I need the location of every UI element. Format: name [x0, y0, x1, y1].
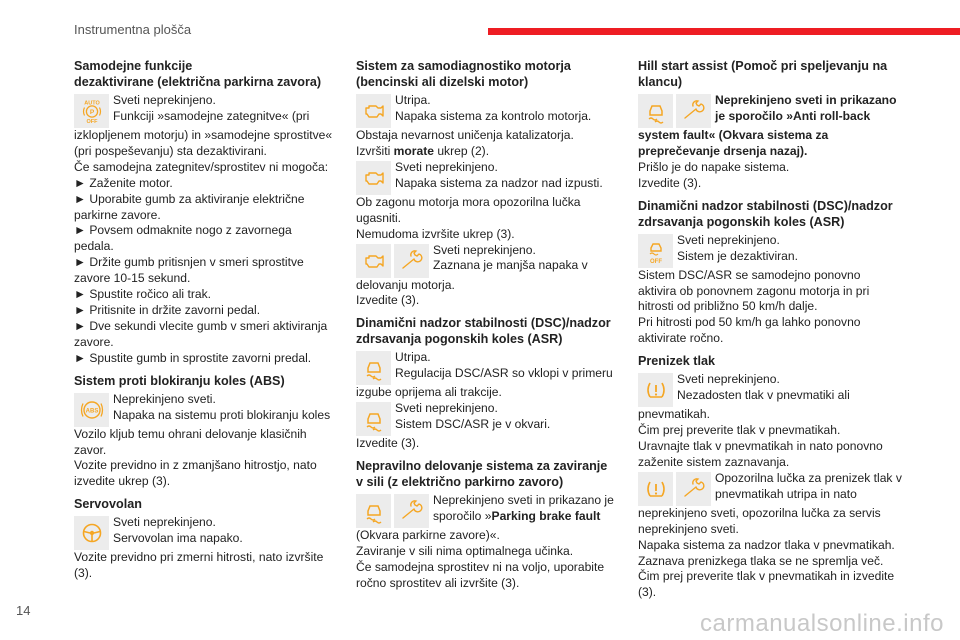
warning-row-dsc-off [638, 233, 906, 268]
text-line: Obstaja nevarnost uničenja katalizatorja. [356, 128, 574, 142]
engine-icon [356, 244, 391, 278]
section-title-engine-diagnostics [356, 58, 628, 90]
svg-text:OFF: OFF [649, 258, 662, 264]
warning-row-low-pressure [638, 372, 906, 407]
warning-row-dsc-steady [356, 401, 628, 436]
text-line: Vozite previdno in z zmanjšano hitrostjo, nato [74, 458, 317, 473]
text-line: ► Spustite gumb in sprostite zavorni predal. [74, 350, 312, 365]
column-2 [356, 58, 628, 592]
section-title-emergency-braking [356, 458, 628, 490]
section-title-line: zdrsavanja pogonskih koles (ASR) [638, 214, 845, 229]
svg-text:OFF: OFF [86, 119, 97, 124]
text-line: Nemudoma izvršite ukrep (3). [356, 226, 515, 241]
text-line: Izvedite (3). [356, 293, 420, 308]
text-line: Prišlo je do napake sistema. [638, 159, 790, 174]
text-line: Napaka sistema za kontrolo motorja. [395, 108, 592, 123]
text-line: Zaznana je manjša napaka v [433, 258, 588, 273]
wrench-icon [394, 494, 429, 528]
text-line: Regulacija DSC/ASR so vklopi v primeru [395, 366, 613, 381]
text-line: Sistem je dezaktiviran. [677, 248, 798, 263]
text-line: ugasniti. [356, 210, 402, 225]
text-line: Utripa. [395, 93, 431, 107]
text-line: Funkciji »samodejne zategnitve« (pri [113, 108, 310, 123]
text-line-bold: Neprekinjeno sveti in prikazano [715, 93, 897, 107]
text-line: zaženite sistem zaznavanja. [638, 454, 790, 469]
text-line: Sistem DSC/ASR je v okvari. [395, 417, 551, 432]
warning-row-dsc-flashing [356, 350, 628, 385]
page-number: 14 [16, 603, 31, 618]
text-line: Izvedite (3). [638, 175, 702, 190]
text-fragment: sporočilo » [433, 509, 492, 524]
text-line: (pri pospeševanju) sta dezaktivirani. [74, 143, 267, 158]
text-line: Sistem DSC/ASR se samodejno ponovno [638, 267, 861, 282]
text-line: pedala. [74, 239, 114, 254]
text-line: Napaka na sistemu proti blokiranju koles [113, 407, 331, 422]
text-line: Zaviranje v sili nima optimalnega učinka. [356, 544, 574, 559]
tyre-pressure-icon [638, 373, 673, 407]
text-line: ► Uporabite gumb za aktiviranje električne [74, 191, 305, 206]
section-title-line: Dinamični nadzor stabilnosti (DSC)/nadzor [356, 316, 611, 331]
text-line: aktivirate ročno. [638, 331, 724, 346]
text-line: Sveti neprekinjeno. [433, 242, 536, 257]
text-line: ► Povsem odmaknite nogo z zavornega [74, 223, 292, 238]
text-line: Vozite previdno pri zmerni hitrosti, nato izvršite [74, 550, 324, 565]
text-line: (3). [638, 585, 657, 600]
text-line-bold: je sporočilo »Anti roll-back [715, 108, 871, 123]
section-title-line: klancu) [638, 75, 683, 89]
section-title-dsc-asr-off [638, 198, 906, 230]
skidding-car-icon [356, 351, 391, 385]
text-line: ► Držite gumb pritisnjen v smeri sprostitve [74, 255, 304, 270]
text-line: aktivira ob ponovnem zagonu motorja in pri [638, 283, 870, 298]
text-line: Sveti neprekinjeno. [395, 159, 498, 174]
text-line: ► Pritisnite in držite zavorni pedal. [74, 302, 261, 317]
section-title-power-steering: Servovolan [74, 497, 142, 512]
text-line: Če samodejna sprostitev ni na voljo, uporabite [356, 559, 605, 574]
text-line: delovanju motorja. [356, 277, 455, 292]
warning-row-parking-brake-fault [356, 493, 628, 528]
text-line: zavor. [74, 442, 107, 457]
section-title-line: (bencinski ali dizelski motor) [356, 75, 529, 89]
text-line: Sveti neprekinjeno. [113, 515, 216, 530]
abs-icon [74, 393, 109, 427]
wrench-icon [676, 94, 711, 128]
text-line: Nezadosten tlak v pnevmatiki ali [677, 388, 850, 403]
wrench-icon [394, 244, 429, 278]
svg-text:ABS: ABS [85, 407, 98, 414]
text-line: izvedite ukrep (3). [74, 474, 171, 489]
skidding-car-icon [356, 494, 391, 528]
text-line: (3). [74, 566, 93, 581]
wrench-icon [676, 472, 711, 506]
text-line: ► Dve sekundi vlecite gumb v smeri aktiviranja [74, 318, 328, 333]
text-fragment: ukrep (2). [433, 143, 490, 158]
engine-icon [356, 94, 391, 128]
text-line: Servovolan ima napako. [113, 531, 243, 546]
section-title-line: v sili (z električno parkirno zavoro) [356, 475, 564, 490]
column-1 [74, 58, 344, 582]
section-title-line: Sistem za samodiagnostiko motorja [356, 59, 571, 73]
section-title-line: Hill start assist (Pomoč pri speljevanju na [638, 59, 888, 73]
svg-text:P: P [89, 109, 94, 116]
section-title-line: Dinamični nadzor stabilnosti (DSC)/nadzor [638, 198, 893, 213]
text-line: neprekinjeno sveti, opozorilna lučka za servis [638, 505, 881, 520]
text-line: ► Zaženite motor. [74, 175, 173, 190]
text-line: Neprekinjeno sveti. [113, 391, 216, 406]
text-line: zavore. [74, 334, 114, 349]
section-title-auto-off [74, 58, 344, 90]
text-line: Sveti neprekinjeno. [677, 232, 780, 247]
text-line: Utripa. [395, 350, 431, 365]
warning-row-engine-steady [356, 160, 628, 195]
page-header-title: Instrumentna plošča [74, 22, 192, 37]
text-line: Opozorilna lučka za prenizek tlak v [715, 470, 902, 485]
text-line: ročno sprostitev ali izvršite (3). [356, 575, 520, 590]
text-line: Čim prej preverite tlak v pnevmatikah in izvedite [638, 569, 895, 584]
steering-wheel-icon [74, 516, 109, 550]
warning-row-abs [74, 392, 344, 427]
skidding-car-icon [356, 402, 391, 436]
warning-row-auto-off [74, 93, 344, 128]
text-line: Če samodejna zategnitev/sprostitev ni mogoča: [74, 159, 329, 174]
text-line: Ob zagonu motorja mora opozorilna lučka [356, 194, 581, 209]
text-line: Uravnajte tlak v pnevmatikah in nato ponovno [638, 438, 883, 453]
warning-row-hill-start [638, 93, 906, 128]
text-line-bold: system fault« (Okvara sistema za [638, 128, 829, 142]
text-line: pnevmatikah utripa in nato [715, 486, 857, 501]
section-title-line: Samodejne funkcije [74, 59, 193, 73]
text-line: Neprekinjeno sveti in prikazano je [433, 493, 614, 508]
warning-row-engine-flashing [356, 93, 628, 128]
text-line: ► Spustite ročico ali trak. [74, 287, 211, 302]
section-title-hill-start [638, 58, 906, 90]
section-title-line: dezaktivirane (električna parkirna zavora) [74, 75, 322, 89]
header-accent-bar [488, 28, 960, 35]
text-line: Sveti neprekinjeno. [113, 93, 216, 107]
text-fragment-bold: morate [393, 143, 434, 158]
text-line: Napaka sistema za nadzor tlaka v pnevmatikah. [638, 537, 895, 552]
engine-icon [356, 161, 391, 195]
text-line: Izvedite (3). [356, 436, 420, 451]
skidding-car-off-icon [638, 234, 673, 268]
text-line: Pri hitrosti pod 50 km/h ga lahko ponovno [638, 315, 861, 330]
text-line: parkirne zavore. [74, 207, 161, 222]
warning-row-power-steering [74, 515, 344, 550]
text-line: izklopljenem motorju) in »samodejne sprostitve« [74, 128, 333, 142]
text-line: (Okvara parkirne zavore)«. [356, 528, 500, 543]
text-fragment-bold: Parking brake fault [491, 509, 601, 524]
text-line: Vozilo kljub temu ohrani delovanje klasičnih [74, 426, 307, 441]
text-fragment: Izvršiti [356, 143, 394, 158]
watermark: carmanualsonline.info [700, 610, 944, 637]
text-line: Čim prej preverite tlak v pnevmatikah. [638, 423, 841, 438]
text-line: pnevmatikah. [638, 407, 710, 422]
section-title-line: Nepravilno delovanje sistema za zaviranje [356, 459, 608, 474]
text-line: Sveti neprekinjeno. [677, 372, 780, 387]
tyre-pressure-icon [638, 472, 673, 506]
warning-row-tpms-fault [638, 471, 906, 506]
section-title-low-pressure: Prenizek tlak [638, 354, 716, 369]
text-line: Zaznava prenizkega tlaka se ne spremlja več. [638, 553, 884, 568]
text-line: hitrosti od približno 50 km/h dalje. [638, 299, 818, 314]
text-line-bold: preprečevanje drsenja nazaj). [638, 143, 808, 158]
section-title-dsc-asr [356, 315, 628, 347]
text-line: neprekinjeno sveti. [638, 521, 739, 536]
warning-row-engine-minor [356, 243, 628, 278]
skidding-car-icon [638, 94, 673, 128]
svg-text:AUTO: AUTO [83, 100, 100, 107]
section-title-line: zdrsavanja pogonskih koles (ASR) [356, 332, 563, 347]
column-3 [638, 58, 906, 601]
text-line: zavore 10-15 sekund. [74, 271, 191, 286]
text-line [356, 144, 628, 160]
text-line: izgube oprijema ali trakcije. [356, 385, 502, 400]
text-line: Napaka sistema za nadzor nad izpusti. [395, 175, 603, 190]
text-line: Sveti neprekinjeno. [395, 401, 498, 416]
auto-off-parking-icon [74, 94, 109, 128]
section-title-abs: Sistem proti blokiranju koles (ABS) [74, 373, 285, 388]
